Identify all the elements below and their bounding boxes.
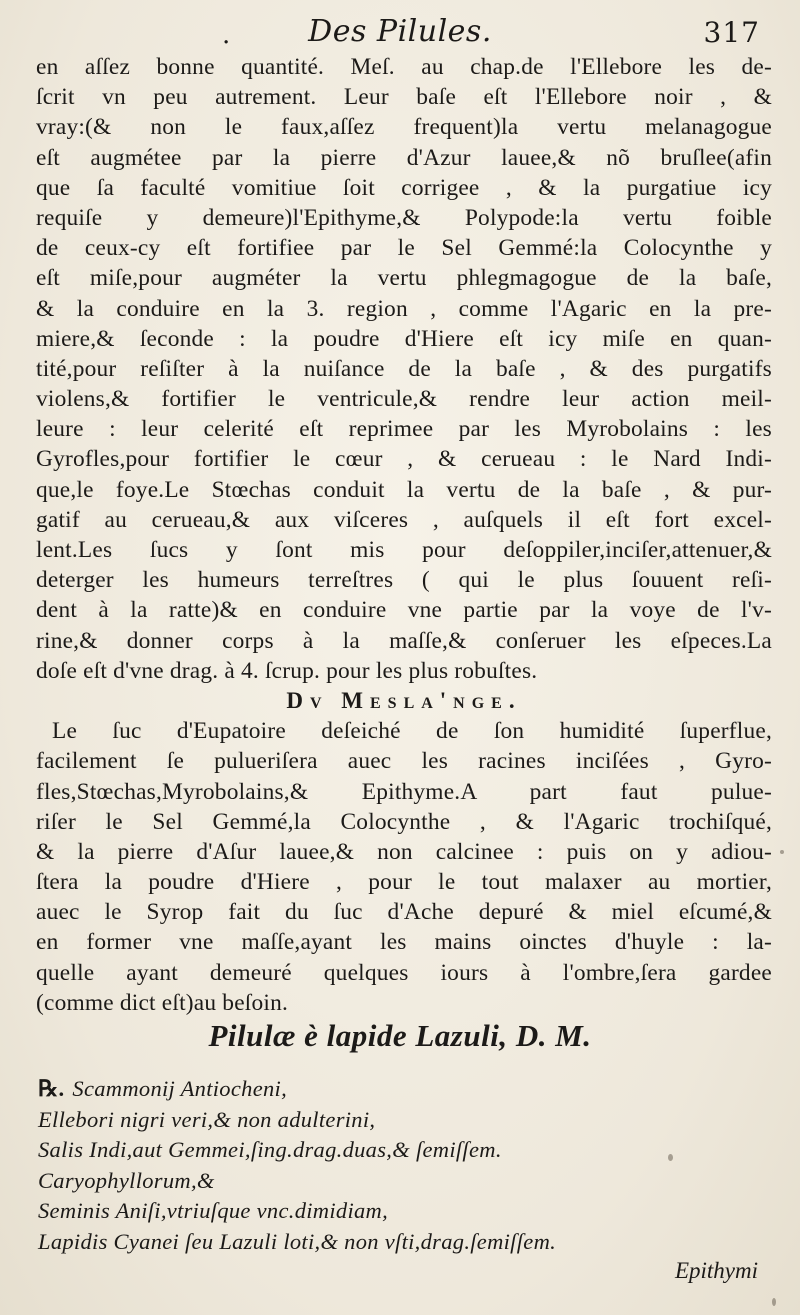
paragraph2-line: riſer le Sel Gemmé,la Colocynthe , & l'Agaric trochiſqué, <box>36 808 772 835</box>
paragraph1-line: eſt miſe,pour augméter la vertu phlegmagogue de la baſe, <box>36 265 772 292</box>
section-heading: Dv Mesla'nge. <box>286 687 522 713</box>
paragraph1-line: de ceux-cy eſt fortifiee par le Sel Gemmé:la Colocynthe y <box>36 235 772 262</box>
paragraph2-line: auec le Syrop fait du ſuc d'Ache depuré & miel eſcumé,& <box>36 899 772 926</box>
paragraph1-line: gatif au cerueau,& aux viſceres , auſquels il eſt fort excel- <box>36 506 772 533</box>
page-number: 317 <box>703 16 760 49</box>
recipe-ingredient: Seminis Aniſi,vtriuſque vnc.dimidiam, <box>38 1198 389 1223</box>
paragraph1-line: doſe eſt d'vne drag. à 4. ſcrup. pour les plus robuſtes. <box>36 657 538 684</box>
header-mark: . <box>222 20 231 50</box>
paragraph2-line: Le ſuc d'Eupatoire deſeiché de ſon humidité ſuperflue, <box>52 718 772 745</box>
recipe-ingredient: Lapidis Cyanei ſeu Lazuli loti,& non vſti,drag.ſemiſſem. <box>38 1228 557 1254</box>
paragraph1-line: dent à la ratte)& en conduire vne partie par la voye de l'v- <box>36 597 772 624</box>
paragraph1-line: que,le foye.Le Stœchas conduit la vertu de la baſe , & pur- <box>36 476 772 503</box>
paragraph1-line: rine,& donner corps à la maſſe,& conſeruer les eſpeces.La <box>36 627 772 654</box>
recipe-title: Pilulæ è lapide Lazuli, D. M. <box>208 1018 592 1053</box>
paragraph1-line: en aſſez bonne quantité. Meſ. au chap.de l'Ellebore les de- <box>36 54 772 80</box>
paragraph1-line: miere,& ſeconde : la poudre d'Hiere eſt icy miſe en quan- <box>36 325 772 352</box>
paragraph1-line: vray:(& non le faux,aſſez frequent)la vertu melanagogue <box>36 114 772 141</box>
catchword: Epithymi <box>674 1258 758 1283</box>
recipe-ingredient: Salis Indi,aut Gemmei,ſing.drag.duas,& ſemiſſem. <box>38 1137 502 1162</box>
paragraph2-line: facilement ſe pulueriſera auec les racines inciſées , Gyro- <box>36 748 772 775</box>
recipe-ingredient: Ellebori nigri veri,& non adulterini, <box>38 1106 376 1132</box>
paragraph2-line: en former vne maſſe,ayant les mains oinctes d'huyle : la- <box>36 929 772 956</box>
recipe-ingredient: Scammonij Antiocheni, <box>72 1076 288 1101</box>
paper-speck <box>668 1154 673 1161</box>
paragraph1-line: que ſa faculté vomitiue ſoit corrigee , & la purgatiue icy <box>36 174 772 201</box>
paragraph1-line: deterger les humeurs terreſtres ( qui le plus ſouuent reſi- <box>36 567 772 594</box>
recipe-ingredient: Caryophyllorum,& <box>38 1167 215 1193</box>
paragraph2-line: fles,Stœchas,Myrobolains,& Epithyme.A part faut pulue- <box>36 778 772 805</box>
paragraph1-line: tité,pour reſiſter à la nuiſance de la baſe , & des purgatifs <box>36 355 772 382</box>
running-title: Des Pilules. <box>308 14 492 49</box>
paragraph2-line: quelle ayant demeuré quelques iours à l'ombre,ſera gardee <box>36 959 772 986</box>
paragraph1-line: lent.Les ſucs y ſont mis pour deſoppiler,inciſer,attenuer,& <box>36 537 772 563</box>
paragraph2-line: & la pierre d'Aſur lauee,& non calcinee : puis on y adiou- <box>36 838 772 865</box>
paragraph1-line: eſt augmétee par la pierre d'Azur lauee,& nõ bruſlee(afin <box>36 144 772 171</box>
recipe-ingredients <box>38 1074 768 1257</box>
paragraph2-line: (comme dict eſt)au beſoin. <box>36 989 289 1016</box>
body-text <box>36 52 772 1018</box>
page-header <box>0 14 800 54</box>
paragraph1-line: Gyrofles,pour fortifier le cœur , & cerueau : le Nard Indi- <box>36 446 772 473</box>
paper-speck <box>780 850 784 854</box>
recipe-symbol: ℞. <box>38 1076 65 1101</box>
paper-speck <box>772 1298 776 1306</box>
paragraph1-line: leure : leur celerité eſt reprimee par les Myrobolains : les <box>36 416 772 443</box>
paragraph1-line: & la conduire en la 3. region , comme l'Agaric en la pre- <box>36 295 772 322</box>
paragraph1-line: requiſe y demeure)l'Epithyme,& Polypode:la vertu foible <box>36 204 772 231</box>
recipe-line <box>38 1074 768 1105</box>
paragraph2-line: ſtera la poudre d'Hiere , pour le tout malaxer au mortier, <box>36 869 772 896</box>
paragraph1-line: ſcrit vn peu autrement. Leur baſe eſt l'Ellebore noir , & <box>36 84 772 111</box>
paragraph1-line: violens,& fortifier le ventricule,& rendre leur action meil- <box>36 386 772 413</box>
